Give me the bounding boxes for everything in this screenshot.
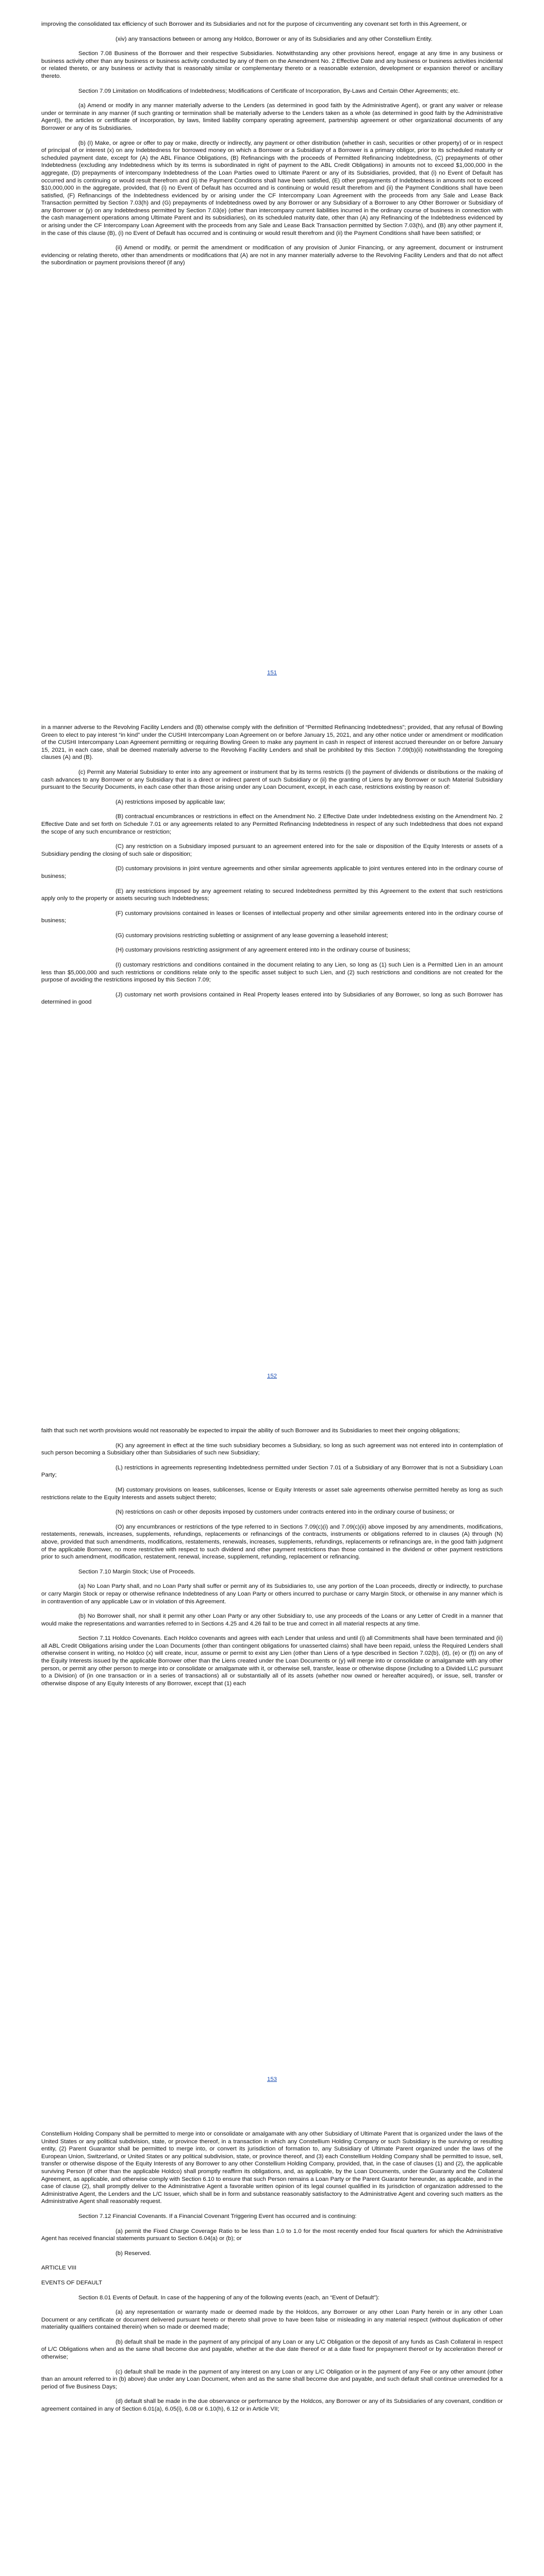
list-item: (I) customary restrictions and conditions contained in the document relating to any Lien, so long as (1) such Lien is a Permitted Lien in an amount less than $5,000,000 and such restrictions or conditions relate only to the specific asset subject to such Lien, and (2) such restrictions and conditions are not created for the purpose of avoiding the restrictions imposed by this Section 7.09; <box>41 962 503 984</box>
section-8-01: Section 8.01 Events of Default. In case of the happening of any of the following events (each, an “Event of Default”): <box>78 2294 380 2301</box>
list-item: (H) customary provisions restricting assignment of any agreement entered into in the ordinary course of business; <box>116 947 410 954</box>
paragraph: (a) any representation or warranty made or deemed made by the Holdcos, any Borrower or any other Loan Party herein or in any other Loan Document or any certificate or document delivered pursuant hereto or thereto shall prove to have been false or misleading in any material respect (without duplication of other materiality qualifiers contained therein) when so made or deemed made; <box>41 2309 503 2331</box>
list-item: (G) customary provisions restricting subletting or assignment of any lease governing a leasehold interest; <box>116 932 388 939</box>
page-body <box>41 2130 503 2420</box>
article-subheading: EVENTS OF DEFAULT <box>41 2279 103 2286</box>
list-item: (O) any encumbrances or restrictions of the type referred to in Sections 7.09(c)(i) and 7.09(c)(ii) above imposed by any amendments, modifications, restatements, renewals, increases, supplements, refundings, replacements or refinancings of the contracts, instruments or obligations referred to in clauses (A) through (N) above, provided that such amendments, modifications, restatements, renewals, increases, supplements, refundings, replacements or refinancings are, in the good faith judgment of the applicable Borrower, no more restrictive with respect to such dividend and other payment restrictions than those contained in the dividend or other payment restrictions prior to such amendment, modification, restatement, renewal, increase, supplement, refunding, replacement or refinancing. <box>41 1523 503 1561</box>
document-page-152 <box>0 703 544 1406</box>
document-page-154 <box>0 2110 544 2576</box>
section-7-09-heading: Section 7.09 Limitation on Modifications of Indebtedness; Modifications of Certificate of Incorporation, By-Laws and Certain Other Agreements; etc. <box>78 88 460 94</box>
list-item: (E) any restrictions imposed by any agreement relating to secured Indebtedness permitted by this Agreement to the extent that such restrictions apply only to the property or assets securing such Indebtedness; <box>41 888 503 902</box>
paragraph: (a) Amend or modify in any manner materially adverse to the Lenders (as determined in good faith by the Administrative Agent), or grant any waiver or release under or terminate in any manner (if such granting or termination shall be materially adverse to the Lenders taken as a whole (as determined in good faith by the Administrative Agent)), the articles or certificate of incorporation, by laws, limited liability company operating agreement, partnership agreement or other organizational documents of any Borrower or any of its Subsidiaries. <box>41 103 503 131</box>
list-item: (J) customary net worth provisions contained in Real Property leases entered into by Subsidiaries of any Borrower, so long as such Borrower has determined in good <box>41 991 503 1006</box>
section-7-12: Section 7.12 Financial Covenants. If a Financial Covenant Triggering Event has occurred and is continuing: <box>78 2213 357 2219</box>
paragraph: (c) default shall be made in the payment of any interest on any Loan or any L/C Obligation or in the payment of any Fee or any other amount (other than an amount referred to in (b) above) due under any Loan Document, when and as the same shall become due and payable, and such default shall continue unremedied for a period of five Business Days; <box>41 2368 503 2390</box>
page-number[interactable]: 152 <box>267 1373 277 1379</box>
page-number[interactable]: 151 <box>267 670 277 676</box>
list-item: (A) restrictions imposed by applicable law; <box>116 799 225 805</box>
paragraph: (b) (I) Make, or agree or offer to pay or make, directly or indirectly, any payment or other distribution (whether in cash, securities or other property) of or in respect of principal of or interest (x) on any Indebtedness for borrowed money on which a Borrower or a Subsidiary of a Borrower is a primary obligor, prior to its scheduled maturity or scheduled payment date, except for (A) the ABL Finance Obligations, (B) Refinancings with the proceeds of Permitted Refinancing Indebtedness, (C) prepayments of other Indebtedness (excluding any Indebtedness which by its terms is subordinated in right of payment to the ABL Credit Obligations) in amounts not to exceed $1,000,000 in the aggregate, (D) prepayments of intercompany Indebtedness of the Loan Parties owed to Ultimate Parent or any of its Subsidiaries, provided, that (i) no Event of Default has occurred and is continuing or would result therefrom and (ii) the Payment Conditions shall have been satisfied, (E) other prepayments of Indebtedness in amounts not to exceed $10,000,000 in the aggregate, provided, that (i) no Event of Default has occurred and is continuing or would result therefrom and (ii) the Payment Conditions shall have been satisfied, (F) Refinancings of the Indebtedness evidenced by or arising under the CF Intercompany Loan Agreement with the proceeds from any Sale and Lease Back Transaction permitted by Section 7.03(h) and (G) prepayments of Indebtedness owed by any Borrower or any Subsidiary of a Borrower to any Other Borrower or Subsidiary of any Borrower or (y) on any Indebtedness permitted by Section 7.03(e) (other than intercompany current liabilities incurred in the ordinary course of business in connection with the cash management operations among Ultimate Parent and its subsidiaries), on its scheduled maturity date, other than (A) any Refinancing of the Indebtedness evidenced by or arising under the CF Intercompany Loan Agreement with the proceeds from any Sale and Lease Back Transaction permitted by Section 7.03(h), and (B) any other payment if, in the case of this clause (B), (i) no Event of Default has occurred and is continuing or would result therefrom and (ii) the Payment Conditions shall have been satisfied; or <box>41 140 503 236</box>
paragraph: improving the consolidated tax efficiency of such Borrower and its Subsidiaries and not for the purpose of circumventing any covenant set forth in this Agreement, or <box>41 21 467 27</box>
document-page-153 <box>0 1406 544 2110</box>
list-item: (D) customary provisions in joint venture agreements and other similar agreements applicable to joint ventures entered into in the ordinary course of business; <box>41 866 503 879</box>
paragraph: (b) No Borrower shall, nor shall it permit any other Loan Party or any other Subsidiary to, use any proceeds of the Loans or any Letter of Credit in a manner that would make the representations and warranties referred to in Sections 4.25 and 4.26 fail to be true and correct in all material respects at any time. <box>41 1613 503 1627</box>
list-item: (L) restrictions in agreements representing Indebtedness permitted under Section 7.01 of a Subsidiary of any Borrower that is not a Subsidiary Loan Party; <box>41 1464 503 1479</box>
page-number[interactable]: 153 <box>267 2076 277 2082</box>
list-item: (B) contractual encumbrances or restrictions in effect on the Amendment No. 2 Effective Date under Indebtedness existing on the Amendment No. 2 Effective Date and set forth on Schedule 7.01 or any agreements related to any Permitted Refinancing Indebtedness in respect of any such Indebtedness that does not expand the scope of any such encumbrance or restriction; <box>41 814 503 835</box>
paragraph: faith that such net worth provisions would not reasonably be expected to impair the ability of such Borrower and its Subsidiaries to meet their ongoing obligations; <box>41 1428 460 1434</box>
paragraph: in a manner adverse to the Revolving Facility Lenders and (B) otherwise comply with the definition of “Permitted Refinancing Indebtedness”; provided, that any refusal of Bowling Green to elect to pay interest “in kind” under the CUSHI Intercompany Loan Agreement on or before January 15, 2021, and any other notice under or amendment or modification of the CUSHI Intercompany Loan Agreement permitting or requiring Bowling Green to make any payment in cash in respect of interest accrued thereunder on or before January 15, 2021, in each case, shall be deemed materially adverse to the Revolving Facility Lenders and shall be prohibited by this Section 7.09(b)(ii) notwithstanding the foregoing clauses (A) and (B). <box>41 724 503 761</box>
document-page-151 <box>0 0 544 703</box>
page-body <box>41 1427 503 1694</box>
paragraph: (ii) Amend or modify, or permit the amendment or modification of any provision of Junior Financing, or any agreement, document or instrument evidencing or relating thereto, other than amendments or modifications that (A) are not in any manner materially adverse to the Revolving Facility Lenders and that do not affect the subordination or payment provisions thereof (if any) <box>41 245 503 266</box>
section-7-10-heading: Section 7.10 Margin Stock; Use of Proceeds. <box>78 1568 195 1575</box>
paragraph: (c) Permit any Material Subsidiary to enter into any agreement or instrument that by its terms restricts (i) the payment of dividends or distributions or the making of cash advances to any Borrower or any Subsidiary that is a direct or indirect parent of such Subsidiary or (ii) the granting of Liens by any Borrower or such Material Subsidiary pursuant to the Security Documents, in each case other than those arising under any Loan Document, except, in each case, restrictions existing by reason of: <box>41 769 503 791</box>
section-7-11: Section 7.11 Holdco Covenants. Each Holdco covenants and agrees with each Lender that unless and until (i) all Commitments shall have been terminated and (ii) all ABL Credit Obligations arising under the Loan Documents (other than contingent obligations for unasserted claims) shall have been repaid, unless the Required Lenders shall otherwise consent in writing, no Holdco (x) will create, incur, assume or permit to exist any Lien (other than Liens of a type described in Section 7.02(b), (d), (e) or (f)) on any of the Equity Interests issued by the applicable Borrower other than the Liens created under the Loan Documents or (y) will merge into or consolidate or amalgamate with any other person, or permit any other person to merge into or consolidate or amalgamate with it, or otherwise sell, transfer, lease or otherwise dispose (including to a Divided LLC pursuant to a Division) of (in one transaction or in a series of transactions) all or substantially all of its assets (whether now owned or hereafter acquired), or issue, sell, transfer or otherwise dispose of any Equity Interests of any Borrower, except that (1) each <box>41 1635 503 1687</box>
list-item: (N) restrictions on cash or other deposits imposed by customers under contracts entered into in the ordinary course of business; or <box>116 1509 455 1516</box>
page-body <box>41 21 503 274</box>
list-item: (F) customary provisions contained in leases or licenses of intellectual property and other similar agreements entered into in the ordinary course of business; <box>41 910 503 924</box>
paragraph: (d) default shall be made in the due observance or performance by the Holdcos, any Borrower or any of its Subsidiaries of any covenant, condition or agreement contained in any of Section 6.01(a), 6.05(i), 6.08 or 6.10(h), 6.12 or in Article VII; <box>41 2398 503 2413</box>
paragraph: (a) permit the Fixed Charge Coverage Ratio to be less than 1.0 to 1.0 for the most recently ended four fiscal quarters for which the Administrative Agent has received financial statements pursuant to Section 6.04(a) or (b); or <box>41 2228 503 2242</box>
section-7-08: Section 7.08 Business of the Borrower and their respective Subsidiaries. Notwithstanding any other provisions hereof, engage at any time in any business or business activity other than any business or business activity conducted by any of them on the Amendment No. 2 Effective Date and any business or business activities incidental or related thereto, or any business or activity that is reasonably similar or complementary thereto or a reasonable extension, development or expansion thereof or ancillary thereto. <box>41 50 503 79</box>
paragraph: (xiv) any transactions between or among any Holdco, Borrower or any of its Subsidiaries and any other Constellium Entity. <box>116 36 433 42</box>
paragraph: (a) No Loan Party shall, and no Loan Party shall suffer or permit any of its Subsidiaries to, use any portion of the Loan proceeds, directly or indirectly, to purchase or carry Margin Stock or repay or otherwise refinance Indebtedness of any Loan Party or others incurred to purchase or carry Margin Stock, or otherwise in any manner which is in contravention of any applicable Law or in violation of this Agreement. <box>41 1583 503 1605</box>
list-item: (K) any agreement in effect at the time such subsidiary becomes a Subsidiary, so long as such agreement was not entered into in contemplation of such person becoming a Subsidiary other than Subsidiaries of such new Subsidiary; <box>41 1442 503 1456</box>
paragraph: (b) Reserved. <box>116 2250 152 2257</box>
article-heading: ARTICLE VIII <box>41 2265 77 2272</box>
list-item: (C) any restriction on a Subsidiary imposed pursuant to an agreement entered into for the sale or disposition of the Equity Interests or assets of a Subsidiary pending the closing of such sale or disposition; <box>41 843 503 857</box>
paragraph: Constellium Holding Company shall be permitted to merge into or consolidate or amalgamate with any other Subsidiary of Ultimate Parent that is organized under the laws of the United States or any political subdivision, state, or province thereof, in a transaction in which any Constellium Holding Company or such Subsidiary is the surviving or resulting entity, (2) Parent Guarantor shall be permitted to merge into, or convert its jurisdiction of formation to, any Subsidiary of Ultimate Parent organized under the laws of the European Union, Switzerland, or United States or any political subdivision, state, or province thereof, and (3) each Constellium Holding Company shall be permitted to issue, sell, transfer or otherwise dispose of the Equity Interests of any Borrower to any other Constellium Holding Company, provided, that, in the case of clauses (1) and (2), the applicable surviving Person (if other than the applicable Holdco) shall promptly reaffirm its obligations, and, as applicable, by the Loan Documents, under the Guaranty and the Collateral Agreement, as applicable, and otherwise comply with Section 6.10 to ensure that such Person remains a Loan Party or the Parent Guarantor hereunder, as applicable, and in the case of clause (2), shall promptly deliver to the Administrative Agent a favorable written opinion of its legal counsel qualified in its jurisdiction of organization addressed to the Administrative Agent, the Lenders and the L/C Issuer, which shall be in form and substance reasonably satisfactory to the Administrative Agent and covering such matters as the Administrative Agent shall reasonably request. <box>41 2131 503 2205</box>
list-item: (M) customary provisions on leases, sublicenses, license or Equity Interests or asset sale agreements otherwise permitted hereby as long as such restrictions relate to the Equity Interests and assets subject thereto; <box>41 1486 503 1501</box>
paragraph: (b) default shall be made in the payment of any principal of any Loan or any L/C Obligation or the deposit of any funds as Cash Collateral in respect of L/C Obligations when and as the same shall become due and payable, whether at the due date thereof or at a date fixed for prepayment thereof or by acceleration thereof or otherwise; <box>41 2338 503 2361</box>
page-body <box>41 724 503 1013</box>
